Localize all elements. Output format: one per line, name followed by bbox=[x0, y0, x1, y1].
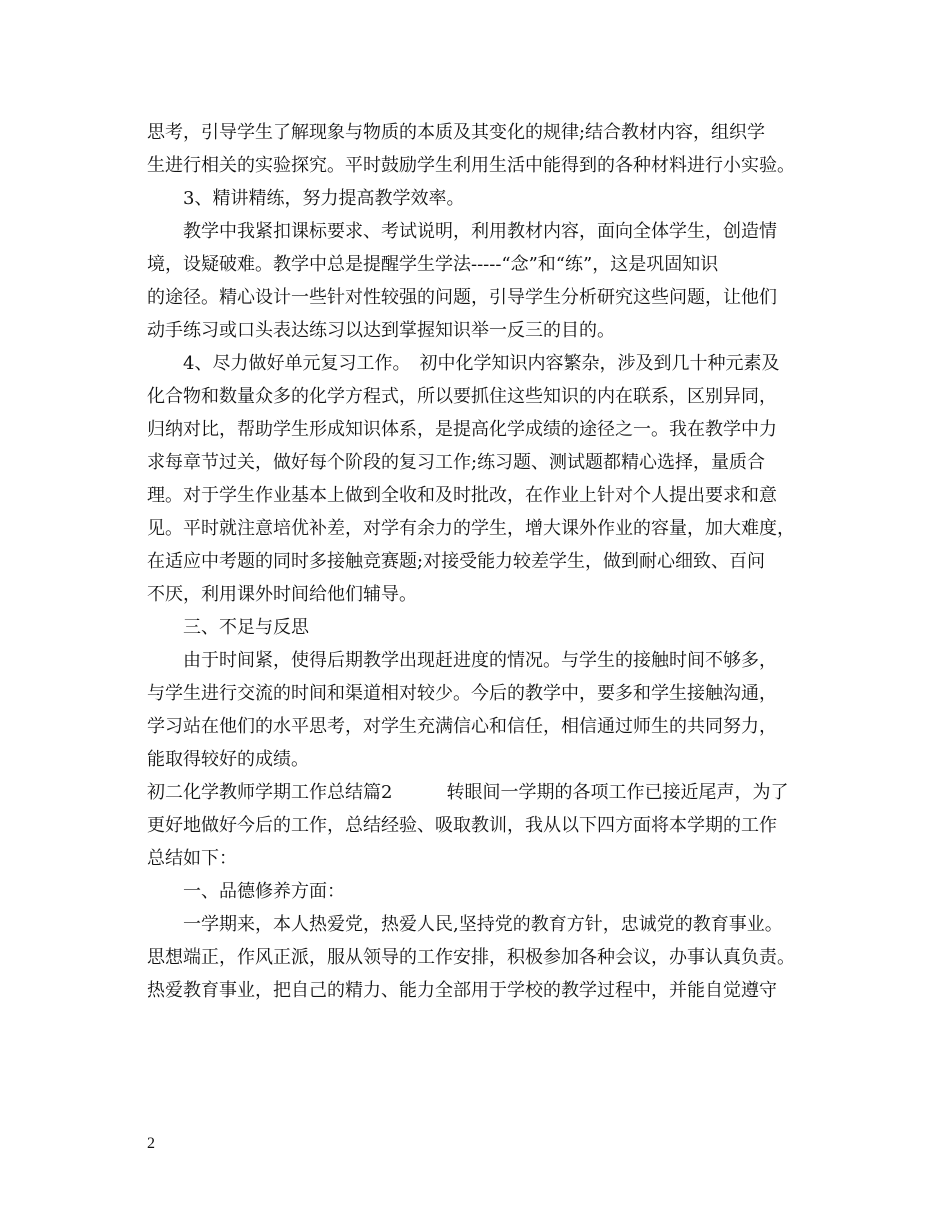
text-line: 的途径。精心设计一些针对性较强的问题，引导学生分析研究这些问题，让他们 bbox=[147, 287, 777, 308]
text-line: 化合物和数量众多的化学方程式，所以要抓住这些知识的内在联系，区别异同， bbox=[147, 386, 777, 407]
text-line: 见。平时就注意培优补差，对学有余力的学生，增大课外作业的容量，加大难度， bbox=[147, 518, 795, 539]
text-line: 思考，引导学生了解现象与物质的本质及其变化的规律;结合教材内容，组织学 bbox=[147, 122, 766, 143]
text-line: 由于时间紧，使得后期教学出现赶进度的情况。与学生的接触时间不够多， bbox=[147, 650, 777, 671]
section-heading: 一、品德修养方面： bbox=[147, 881, 345, 902]
article-title-line: 初二化学教师学期工作总结篇2 转眼间一学期的各项工作已接近尾声，为了 bbox=[147, 782, 789, 803]
text-line: 不厌，利用课外时间给他们辅导。 bbox=[147, 584, 417, 605]
text-line: 生进行相关的实验探究。平时鼓励学生利用生活中能得到的各种材料进行小实验。 bbox=[147, 155, 795, 176]
text-line: 理。对于学生作业基本上做到全收和及时批改，在作业上针对个人提出要求和意 bbox=[147, 485, 777, 506]
text-line: 更好地做好今后的工作，总结经验、吸取教训，我从以下四方面将本学期的工作 bbox=[147, 815, 777, 836]
body-text bbox=[147, 116, 827, 1007]
text-line: 学习站在他们的水平思考，对学生充满信心和信任，相信通过师生的共同努力， bbox=[147, 716, 777, 737]
text-line: 总结如下： bbox=[147, 848, 237, 869]
text-line: 一学期来，本人热爱党，热爱人民,坚持党的教育方针，忠诚党的教育事业。 bbox=[147, 914, 783, 935]
text-line: 能取得较好的成绩。 bbox=[147, 749, 309, 770]
text-line: 思想端正，作风正派，服从领导的工作安排，积极参加各种会议，办事认真负责。 bbox=[147, 947, 795, 968]
text-line: 动手练习或口头表达练习以达到掌握知识举一反三的目的。 bbox=[147, 320, 615, 341]
text-line: 归纳对比，帮助学生形成知识体系，是提高化学成绩的途径之一。我在教学中力 bbox=[147, 419, 777, 440]
page-number: 2 bbox=[147, 1135, 155, 1152]
text-line: 在适应中考题的同时多接触竞赛题;对接受能力较差学生，做到耐心细致、百问 bbox=[147, 551, 766, 572]
text-line: 求每章节过关，做好每个阶段的复习工作;练习题、测试题都精心选择，量质合 bbox=[147, 452, 766, 473]
text-line: 热爱教育事业，把自己的精力、能力全部用于学校的教学过程中，并能自觉遵守 bbox=[147, 980, 777, 1001]
text-line: 与学生进行交流的时间和渠道相对较少。今后的教学中，要多和学生接触沟通， bbox=[147, 683, 777, 704]
section-heading: 三、不足与反思 bbox=[147, 617, 309, 638]
text-line: 4、尽力做好单元复习工作。 初中化学知识内容繁杂，涉及到几十种元素及 bbox=[147, 353, 780, 374]
text-line: 境，设疑破难。教学中总是提醒学生学法-----“念”和“练”，这是巩固知识 bbox=[147, 254, 719, 275]
text-line: 3、精讲精练，努力提高教学效率。 bbox=[147, 188, 465, 209]
text-line: 教学中我紧扣课标要求、考试说明，利用教材内容，面向全体学生，创造情 bbox=[147, 221, 777, 242]
